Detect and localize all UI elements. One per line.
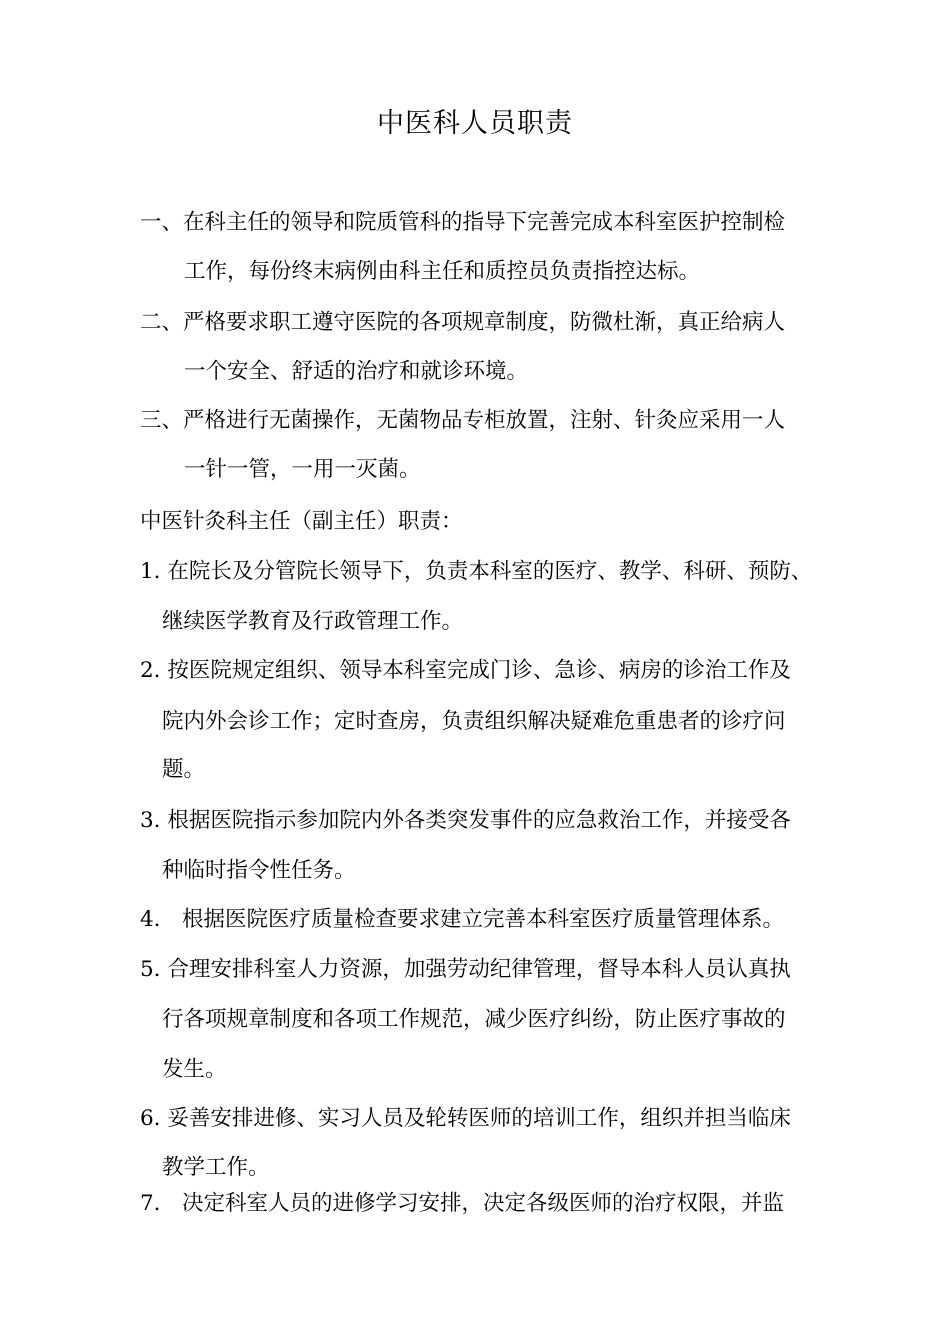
item-3-line-1: 3. 根据医院指示参加院内外各类突发事件的应急救治工作，并接受各: [140, 808, 791, 833]
section-one-line-2: 工作，每份终末病例由科主任和质控员负责指控达标。: [184, 259, 701, 284]
item-5-line-3: 发生。: [162, 1057, 227, 1082]
item-4-line-1: 4. 根据医院医疗质量检查要求建立完善本科室医疗质量管理体系。: [140, 907, 785, 932]
section-three-line-1: 三、严格进行无菌操作，无菌物品专柜放置，注射、针灸应采用一人: [140, 408, 786, 433]
item-5-line-2: 行各项规章制度和各项工作规范，减少医疗纠纷，防止医疗事故的: [162, 1007, 786, 1032]
item-6-line-1: 6. 妥善安排进修、实习人员及轮转医师的培训工作，组织并担当临床: [140, 1106, 791, 1131]
section-two-line-2: 一个安全、舒适的治疗和就诊环境。: [184, 359, 529, 384]
item-7-line-1: 7. 决定科室人员的进修学习安排，决定各级医师的治疗权限，并监: [140, 1191, 785, 1216]
section-two-line-1: 二、严格要求职工遵守医院的各项规章制度，防微杜渐，真正给病人: [140, 310, 786, 335]
item-1-line-2: 继续医学教育及行政管理工作。: [162, 609, 464, 634]
item-2-line-3: 题。: [162, 757, 206, 782]
item-3-line-2: 种临时指令性任务。: [162, 858, 356, 883]
subheading: 中医针灸科主任（副主任）职责：: [140, 509, 463, 534]
document-title: 中医科人员职责: [377, 108, 573, 139]
item-2-line-1: 2. 按医院规定组织、领导本科室完成门诊、急诊、病房的诊治工作及: [140, 658, 791, 683]
item-2-line-2: 院内外会诊工作；定时查房，负责组织解决疑难危重患者的诊疗问: [162, 709, 786, 734]
section-three-line-2: 一针一管，一用一灭菌。: [184, 457, 421, 482]
item-6-line-2: 教学工作。: [162, 1155, 270, 1180]
item-1-line-1: 1. 在院长及分管院长领导下，负责本科室的医疗、教学、科研、预防、: [140, 559, 813, 584]
section-one-line-1: 一、在科主任的领导和院质管科的指导下完善完成本科室医护控制检: [140, 210, 786, 235]
item-5-line-1: 5. 合理安排科室人力资源，加强劳动纪律管理，督导本科人员认真执: [140, 957, 791, 982]
